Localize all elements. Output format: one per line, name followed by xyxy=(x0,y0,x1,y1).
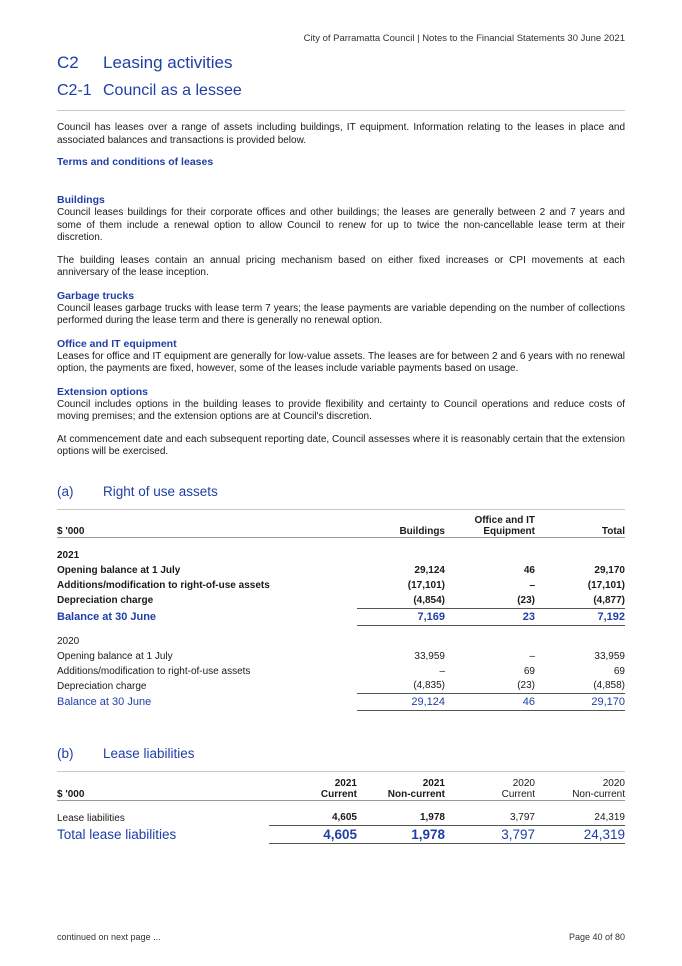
buildings-text-2: The building leases contain an annual pricing mechanism based on either fixed increases or CPI movements at each anniversary of the lease inception. xyxy=(57,254,625,278)
year-label: 2021 xyxy=(57,550,80,561)
subsection-heading xyxy=(57,80,625,102)
balance-row: Balance at 30 June 7,169 23 7,192 xyxy=(57,608,625,625)
section-heading xyxy=(57,52,625,74)
subsection-number: C2-1 xyxy=(57,82,92,99)
rou-table xyxy=(57,512,625,712)
col-header-2020-current: 2020 Current xyxy=(501,777,535,800)
office-text: Leases for office and IT equipment are generally for low-value assets. The leases are for between 2 and 6 years with no renewal option, the payments are fixed, however, some of the leases include variable payments based on usage. xyxy=(57,350,625,374)
divider xyxy=(57,509,625,510)
garbage-text: Council leases garbage trucks with lease term 7 years; the lease payments are variable depending on the number of collections performed during the lease term and there is generally no renewal option. xyxy=(57,302,625,326)
lease-table xyxy=(57,774,625,844)
page-content xyxy=(57,52,625,844)
table-row: Opening balance at 1 July 33,959 – 33,959 xyxy=(57,650,625,662)
table-row: Lease liabilities 4,605 1,978 3,797 24,319 xyxy=(57,812,625,824)
page-number: Page 40 of 80 xyxy=(568,932,625,942)
garbage-heading: Garbage trucks xyxy=(57,289,135,302)
section-number: C2 xyxy=(57,53,79,72)
footer-continued: continued on next page ... xyxy=(57,932,161,942)
col-header-total: Total xyxy=(601,526,625,537)
col-header-2021-current: 2021 Current xyxy=(320,777,357,800)
table-row: Depreciation charge (4,854) (23) (4,877) xyxy=(57,594,625,606)
extension-text-1: Council includes options in the building leases to provide flexibility and certainty to Council operations and reduce costs of moving premises; and the extension options are at Council's discretion. xyxy=(57,398,625,422)
lease-number: (b) xyxy=(57,746,74,761)
section-title: Leasing activities xyxy=(103,53,233,72)
lease-title: Lease liabilities xyxy=(103,746,195,761)
divider xyxy=(57,110,625,111)
year-label: 2020 xyxy=(57,635,80,647)
page-header: City of Parramatta Council | Notes to the Financial Statements 30 June 2021 xyxy=(303,33,625,44)
table-row: Depreciation charge (4,835) (23) (4,858) xyxy=(57,680,625,692)
col-header-label: $ '000 xyxy=(57,788,85,800)
buildings-heading: Buildings xyxy=(57,194,105,206)
balance-row: Balance at 30 June 29,124 46 29,170 xyxy=(57,694,625,711)
col-header-2021-noncurrent: 2021 Non-current xyxy=(387,777,445,800)
rou-number: (a) xyxy=(57,483,74,499)
col-header-label: $ '000 xyxy=(57,526,85,537)
col-header-buildings: Buildings xyxy=(399,526,445,537)
office-heading: Office and IT equipment xyxy=(57,337,177,350)
rou-heading xyxy=(57,483,625,501)
buildings-text-1: Council leases buildings for their corporate offices and other buildings; the leases are generally between 2 and 7 years and some of them include a renewal option to allow Council to renew for up to twice the non-cancellable lease term at their discretion. xyxy=(57,207,625,243)
total-row: Total lease liabilities 4,605 1,978 3,797 24,319 xyxy=(57,827,625,842)
terms-heading: Terms and conditions of leases xyxy=(57,156,214,168)
divider xyxy=(57,771,625,772)
extension-heading: Extension options xyxy=(57,385,149,398)
rou-title: Right of use assets xyxy=(103,483,218,499)
table-row: Opening balance at 1 July 29,124 46 29,170 xyxy=(57,565,625,576)
col-header-office-it: Office and IT Equipment xyxy=(474,515,535,537)
subsection-title: Council as a lessee xyxy=(103,82,242,99)
table-row: Additions/modification to right-of-use assets – 69 69 xyxy=(57,665,625,677)
table-row: Additions/modification to right-of-use assets (17,101) – (17,101) xyxy=(57,580,625,591)
col-header-2020-noncurrent: 2020 Non-current xyxy=(572,777,625,800)
lease-heading xyxy=(57,745,625,763)
intro-text: Council has leases over a range of assets including buildings, IT equipment. Information relating to the leases in place and associated balances and transactions is provided below. xyxy=(57,122,625,146)
extension-text-2: At commencement date and each subsequent reporting date, Council assesses where it is reasonably certain that the extension options will be exercised. xyxy=(57,433,625,457)
